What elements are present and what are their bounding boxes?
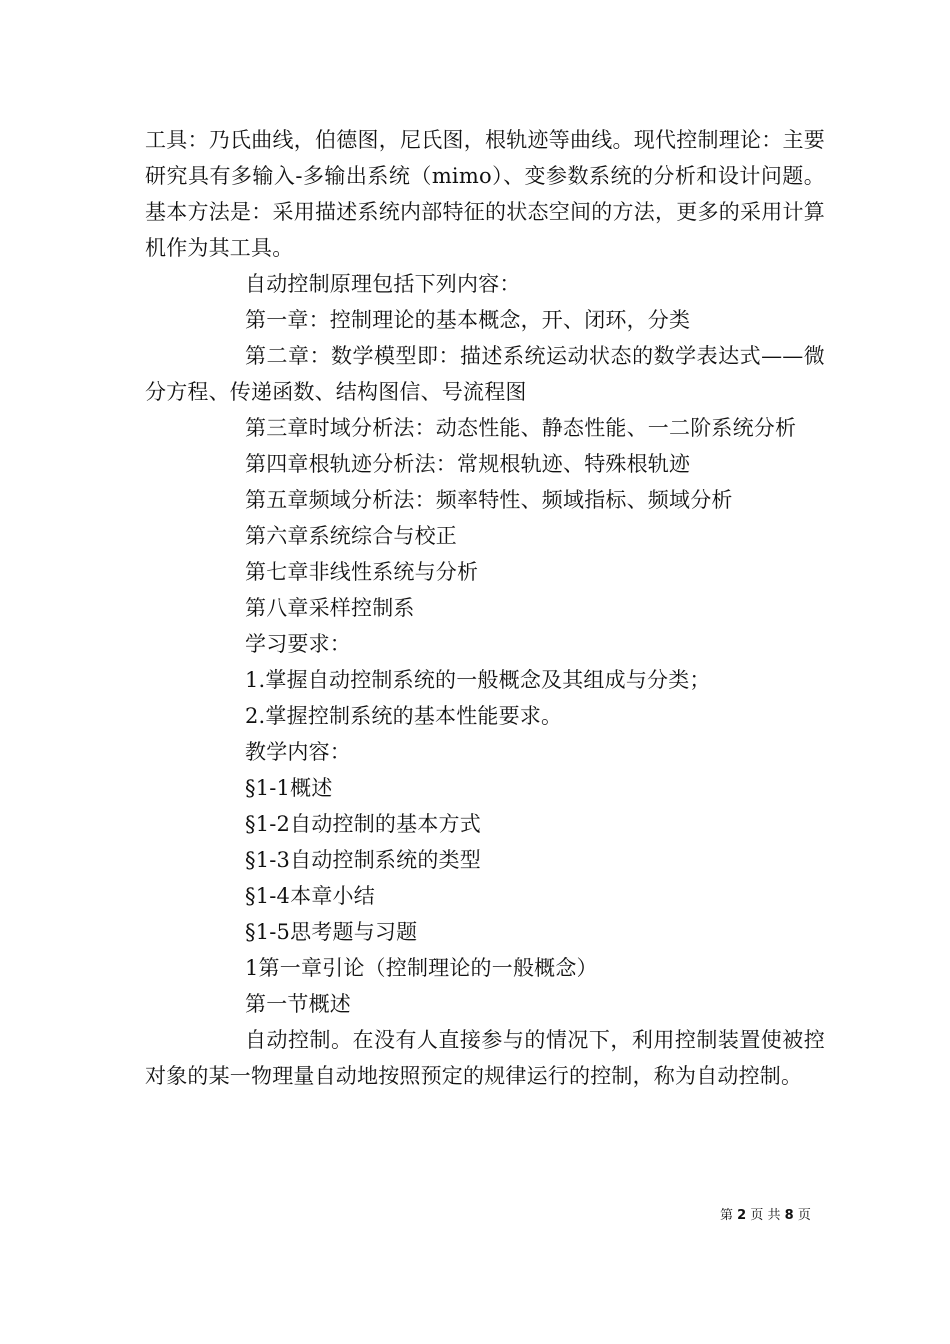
paragraph-chapter-8: 第八章采样控制系 xyxy=(245,596,415,620)
paragraph-chapter-4: 第四章根轨迹分析法：常规根轨迹、特殊根轨迹 xyxy=(245,452,691,476)
paragraph-section-1-4: §1-4本章小结 xyxy=(245,884,375,908)
paragraph-requirement-2: 2.掌握控制系统的基本性能要求。 xyxy=(245,704,563,728)
paragraph-section-1-2: §1-2自动控制的基本方式 xyxy=(245,812,481,836)
footer-middle: 页 共 xyxy=(750,1208,781,1223)
paragraph-intro: 工具：乃氏曲线，伯德图，尼氏图，根轨迹等曲线。现代控制理论：主要研究具有多输入-多输出系统（mimo）、变参数系统的分析和设计问题。基本方法是：采用描述系统内部特征的状态空间的方法，更多的采用计算机作为其工具。 xyxy=(145,128,825,260)
paragraph-teaching-content: 教学内容： xyxy=(245,740,351,764)
paragraph-section-1-3: §1-3自动控制系统的类型 xyxy=(245,848,481,872)
paragraph-chapter-7: 第七章非线性系统与分析 xyxy=(245,560,479,584)
paragraph-requirement-1: 1.掌握自动控制系统的一般概念及其组成与分类； xyxy=(245,668,711,692)
paragraph-learning-requirements: 学习要求： xyxy=(245,632,351,656)
paragraph-chapter-5: 第五章频域分析法：频率特性、频域指标、频域分析 xyxy=(245,488,733,512)
paragraph-chapter-3: 第三章时域分析法：动态性能、静态性能、一二阶系统分析 xyxy=(245,416,797,440)
footer-total-pages: 8 xyxy=(784,1208,794,1223)
footer-prefix: 第 xyxy=(720,1208,734,1223)
paragraph-chapter-2: 第二章：数学模型即：描述系统运动状态的数学表达式——微分方程、传递函数、结构图信、号流程图 xyxy=(145,344,825,404)
paragraph-chapter-1: 第一章：控制理论的基本概念，开、闭环，分类 xyxy=(245,308,691,332)
paragraph-section-overview: 第一节概述 xyxy=(245,992,351,1016)
document-body xyxy=(145,122,825,1094)
paragraph-section-1-5: §1-5思考题与习题 xyxy=(245,920,418,944)
paragraph-section-1-1: §1-1概述 xyxy=(245,776,333,800)
paragraph-contents-heading: 自动控制原理包括下列内容： xyxy=(245,272,521,296)
paragraph-chapter-1-title: 1第一章引论（控制理论的一般概念） xyxy=(245,956,598,980)
paragraph-chapter-6: 第六章系统综合与校正 xyxy=(245,524,457,548)
footer-suffix: 页 xyxy=(797,1208,811,1223)
footer-current-page: 2 xyxy=(737,1208,747,1223)
page-footer xyxy=(720,1204,811,1223)
paragraph-automatic-control-definition: 自动控制。在没有人直接参与的情况下，利用控制装置使被控对象的某一物理量自动地按照预定的规律运行的控制，称为自动控制。 xyxy=(145,1028,825,1088)
